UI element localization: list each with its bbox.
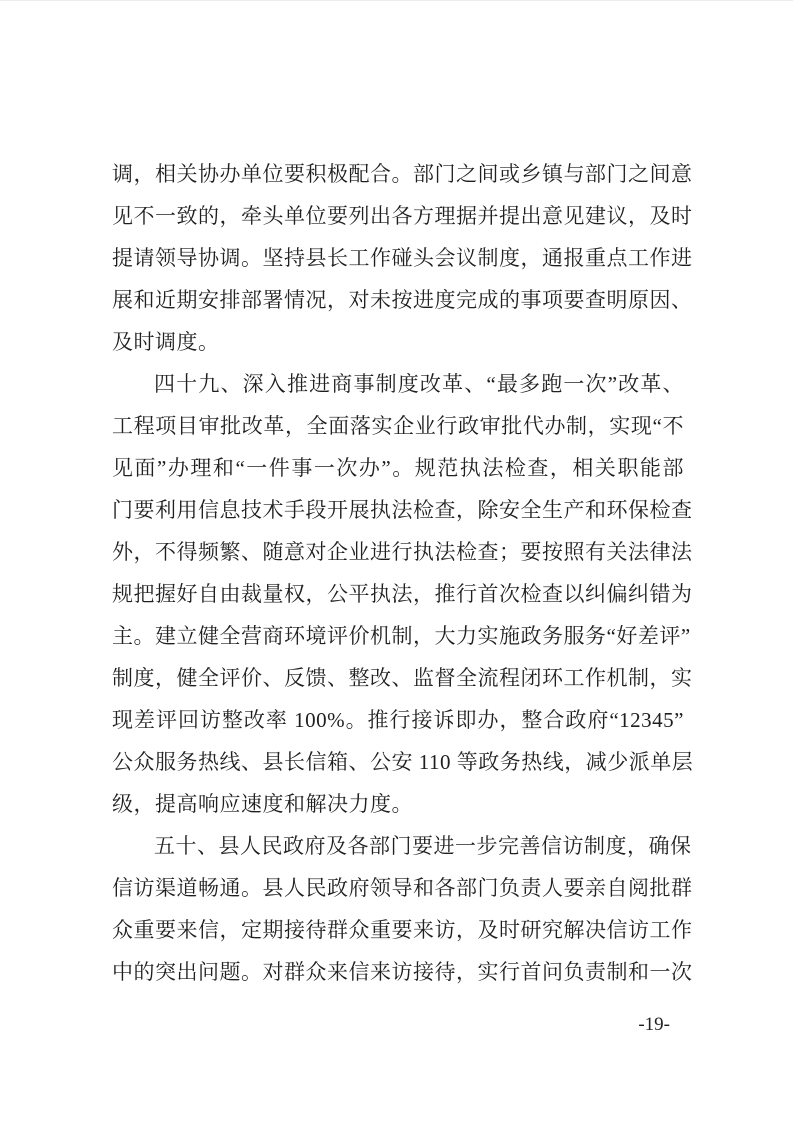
text-line: 级，提高响应速度和解决力度。 xyxy=(112,792,413,816)
text-line: 四十九、深入推进商事制度改革、“最多跑一次”改革、 xyxy=(154,372,684,396)
text-line: 公众服务热线、县长信箱、公安 110 等政务热线，减少派单层 xyxy=(112,750,694,774)
text-line: 现差评回访整改率 100%。推行接诉即办，整合政府“12345” xyxy=(112,708,684,732)
text-line: 展和近期安排部署情况，对未按进度完成的事项要查明原因、 xyxy=(112,288,693,312)
text-line: 规把握好自由裁量权，公平执法，推行首次检查以纠偏纠错为 xyxy=(112,582,693,606)
page-number: -19- xyxy=(638,1014,670,1035)
text-line: 众重要来信，定期接待群众重要来访，及时研究解决信访工作 xyxy=(112,918,693,942)
text-line: 见不一致的，牵头单位要列出各方理据并提出意见建议，及时 xyxy=(112,204,693,228)
text-line: 工程项目审批改革，全面落实企业行政审批代办制，实现“不 xyxy=(112,414,684,438)
paragraph xyxy=(112,363,694,825)
text-line: 中的突出问题。对群众来信来访接待，实行首问负责制和一次 xyxy=(112,960,693,984)
text-line: 提请领导协调。坚持县长工作碰头会议制度，通报重点工作进 xyxy=(112,246,693,270)
text-line: 外，不得频繁、随意对企业进行执法检查；要按照有关法律法 xyxy=(112,540,693,564)
paragraph xyxy=(112,153,693,363)
text-line: 调，相关协办单位要积极配合。部门之间或乡镇与部门之间意 xyxy=(112,162,693,186)
text-line: 信访渠道畅通。县人民政府领导和各部门负责人要亲自阅批群 xyxy=(112,876,693,900)
text-line: 制度，健全评价、反馈、整改、监督全流程闭环工作机制，实 xyxy=(112,666,693,690)
text-line: 五十、县人民政府及各部门要进一步完善信访制度，确保 xyxy=(154,834,692,858)
text-line: 及时调度。 xyxy=(112,330,220,354)
document-body xyxy=(112,153,694,993)
paragraph xyxy=(112,825,693,993)
text-line: 门要利用信息技术手段开展执法检查，除安全生产和环保检查 xyxy=(112,498,693,522)
text-line: 主。建立健全营商环境评价机制，大力实施政务服务“好差评” xyxy=(112,624,691,648)
text-line: 见面”办理和“一件事一次办”。规范执法检查，相关职能部 xyxy=(112,456,684,480)
